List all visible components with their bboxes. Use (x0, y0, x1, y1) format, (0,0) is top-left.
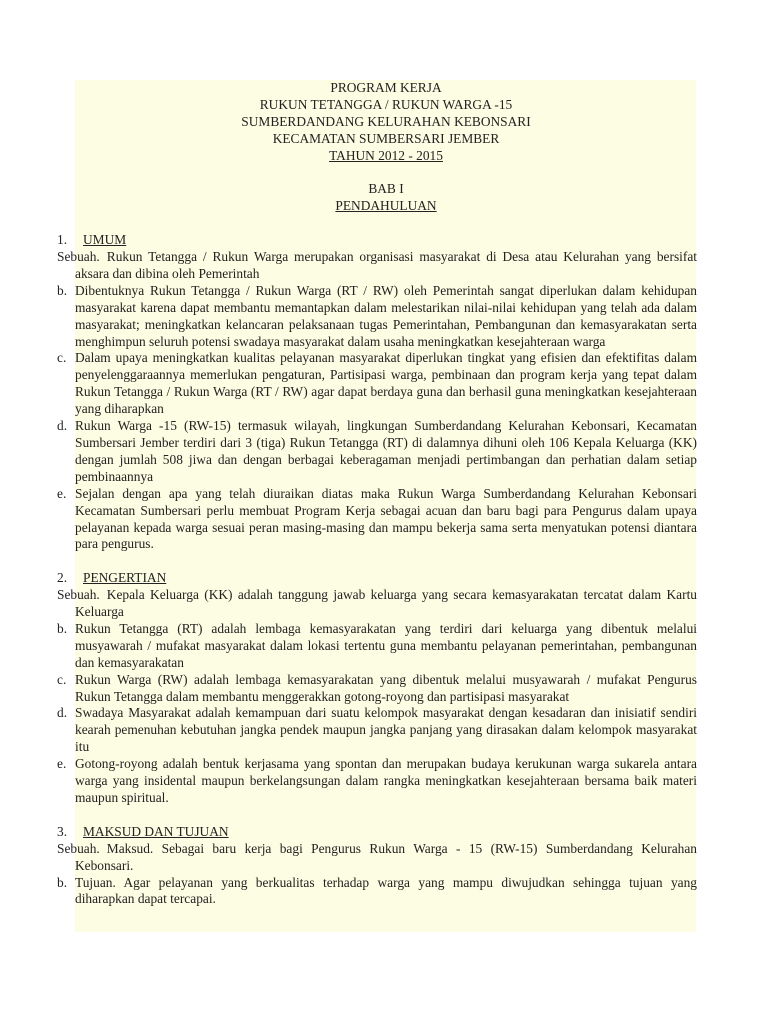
list-item (57, 350, 697, 418)
list-item (57, 283, 697, 351)
item-marker: e. (57, 485, 67, 501)
item-marker: b. (57, 282, 68, 298)
header-title: PROGRAM KERJA (330, 80, 442, 95)
chapter-title: PENDAHULUAN (335, 198, 437, 214)
header-year: TAHUN 2012 - 2015 (329, 147, 443, 163)
header-subtitle: RUKUN TETANGGA / RUKUN WARGA -15 (259, 96, 513, 112)
item-text: Sejalan dengan apa yang telah diuraikan diatas maka Rukun Warga Sumberdandang Kelurahan Kebonsari Kecamatan Sumbersari perlu membuat Program Kerja sebagai acuan dan baru bagi para Pengurus dalam upaya pelayanan kepada warga sesuai peran masing-masing dan mampu bekerja sama serta menyatukan potensi diantara para pengurus. (75, 485, 697, 552)
item-marker: b. (57, 874, 68, 890)
item-marker: Sebuah. (57, 587, 100, 603)
list-item (57, 418, 697, 486)
section-heading (57, 570, 697, 587)
item-text: Rukun Warga (RW) adalah lembaga kemasyarakatan yang dibentuk melalui musyawarah / mufakat Pengurus Rukun Tetangga dalam membantu menggerakkan gotong-royong dan partisipasi masyarakat (75, 671, 697, 704)
item-marker: b. (57, 620, 68, 636)
item-text: Maksud. Sebagai baru kerja bagi Pengurus Rukun Warga - 15 (RW-15) Sumberdandang Kelurahan Kebonsari. (75, 840, 697, 873)
list-item (57, 841, 697, 875)
section-title: UMUM (83, 232, 127, 248)
item-text: Rukun Tetangga / Rukun Warga merupakan organisasi masyarakat di Desa atau Kelurahan yang bersifat aksara dan dibina oleh Pemerintah (75, 249, 697, 281)
item-marker: Sebuah. (57, 249, 100, 265)
item-text: Gotong-royong adalah bentuk kerjasama yang spontan dan merupakan budaya kerukunan warga sukarela antara warga yang insidental maupun berkelangsungan dalam rangka meningkatkan kesejahteraan bersama baik materi maupun spiritual. (75, 756, 697, 806)
item-text: Swadaya Masyarakat adalah kemampuan dari suatu kelompok masyarakat dengan kesadaran dan inisiatif sendiri kearah pemenuhan kebutuhan jangka pendek maupun jangka panjang yang dirasakan dalam kelompok masyarakat itu (75, 705, 697, 755)
section-number: 1. (57, 232, 68, 248)
item-marker: d. (57, 705, 68, 721)
item-marker: c. (57, 671, 67, 687)
list-item (57, 486, 697, 554)
item-marker: Sebuah. (57, 840, 100, 856)
item-text: Dalam upaya meningkatkan kualitas pelayanan masyarakat diperlukan tingkat yang efisien dan efektifitas dalam penyelenggaraannya memerlukan pengaturan, Partisipasi warga, pembinaan dan program kerja yang tepat dalam Rukun Tetangga / Rukun Warga (RT / RW) agar dapat berdaya guna dan berhasil guna meningkatkan kesejahteraan yang diharapkan (75, 350, 697, 417)
document-body (57, 80, 697, 908)
section-title: MAKSUD DAN TUJUAN (83, 823, 229, 839)
header-location: SUMBERDANDANG KELURAHAN KEBONSARI (241, 113, 531, 129)
list-item (57, 875, 697, 909)
section-number: 2. (57, 570, 68, 586)
list-item (57, 621, 697, 672)
section-heading (57, 232, 697, 249)
item-text: Kepala Keluarga (KK) adalah tanggung jawab keluarga yang secara kemasyarakatan tercatat dalam Kartu Keluarga (75, 587, 697, 620)
chapter-number: BAB I (368, 181, 404, 197)
item-marker: c. (57, 350, 67, 366)
list-item (57, 672, 697, 706)
document-header (75, 80, 697, 215)
item-text: Tujuan. Agar pelayanan yang berkualitas terhadap warga yang mampu diwujudkan sehingga tujuan yang diharapkan dapat tercapai. (75, 874, 697, 907)
section-heading (57, 824, 697, 841)
list-item (57, 587, 697, 621)
list-item (57, 705, 697, 756)
item-text: Rukun Tetangga (RT) adalah lembaga kemasyarakatan yang terdiri dari keluarga yang dibentuk melalui musyawarah / mufakat masyarakat dalam lokasi tertentu guna membantu pelayanan pemerintahan, pembangunan dan kemasyarakatan (75, 620, 697, 670)
section-number: 3. (57, 823, 68, 839)
list-item (57, 249, 697, 283)
item-marker: d. (57, 418, 68, 434)
item-marker: e. (57, 756, 67, 772)
item-text: Dibentuknya Rukun Tetangga / Rukun Warga (RT / RW) oleh Pemerintah sangat diperlukan dalam kehidupan masyarakat karena dapat membantu memantapkan dalam melestarikan nilai-nilai kehidupan yang telah ada dalam masyarakat; meningkatkan kelancaran pelaksanaan tugas Pemerintahan, Pembangunan dan kemasyarakatan serta menghimpun seluruh potensi swadaya masyarakat dalam usaha meningkatkan kesejahteraan warga (75, 282, 697, 349)
section-title: PENGERTIAN (83, 570, 167, 586)
item-text: Rukun Warga -15 (RW-15) termasuk wilayah, lingkungan Sumberdandang Kelurahan Kebonsari, Kecamatan Sumbersari Jember terdiri dari 3 (tiga) Rukun Tetangga (RT) di dalamnya dihuni oleh 106 Kepala Keluarga (KK) dengan jumlah 508 jiwa dan dengan berbagai keberagaman menjadi pertimbangan dan perhatian dalam setiap pembinaannya (75, 418, 697, 484)
list-item (57, 756, 697, 807)
header-district: KECAMATAN SUMBERSARI JEMBER (272, 130, 500, 146)
